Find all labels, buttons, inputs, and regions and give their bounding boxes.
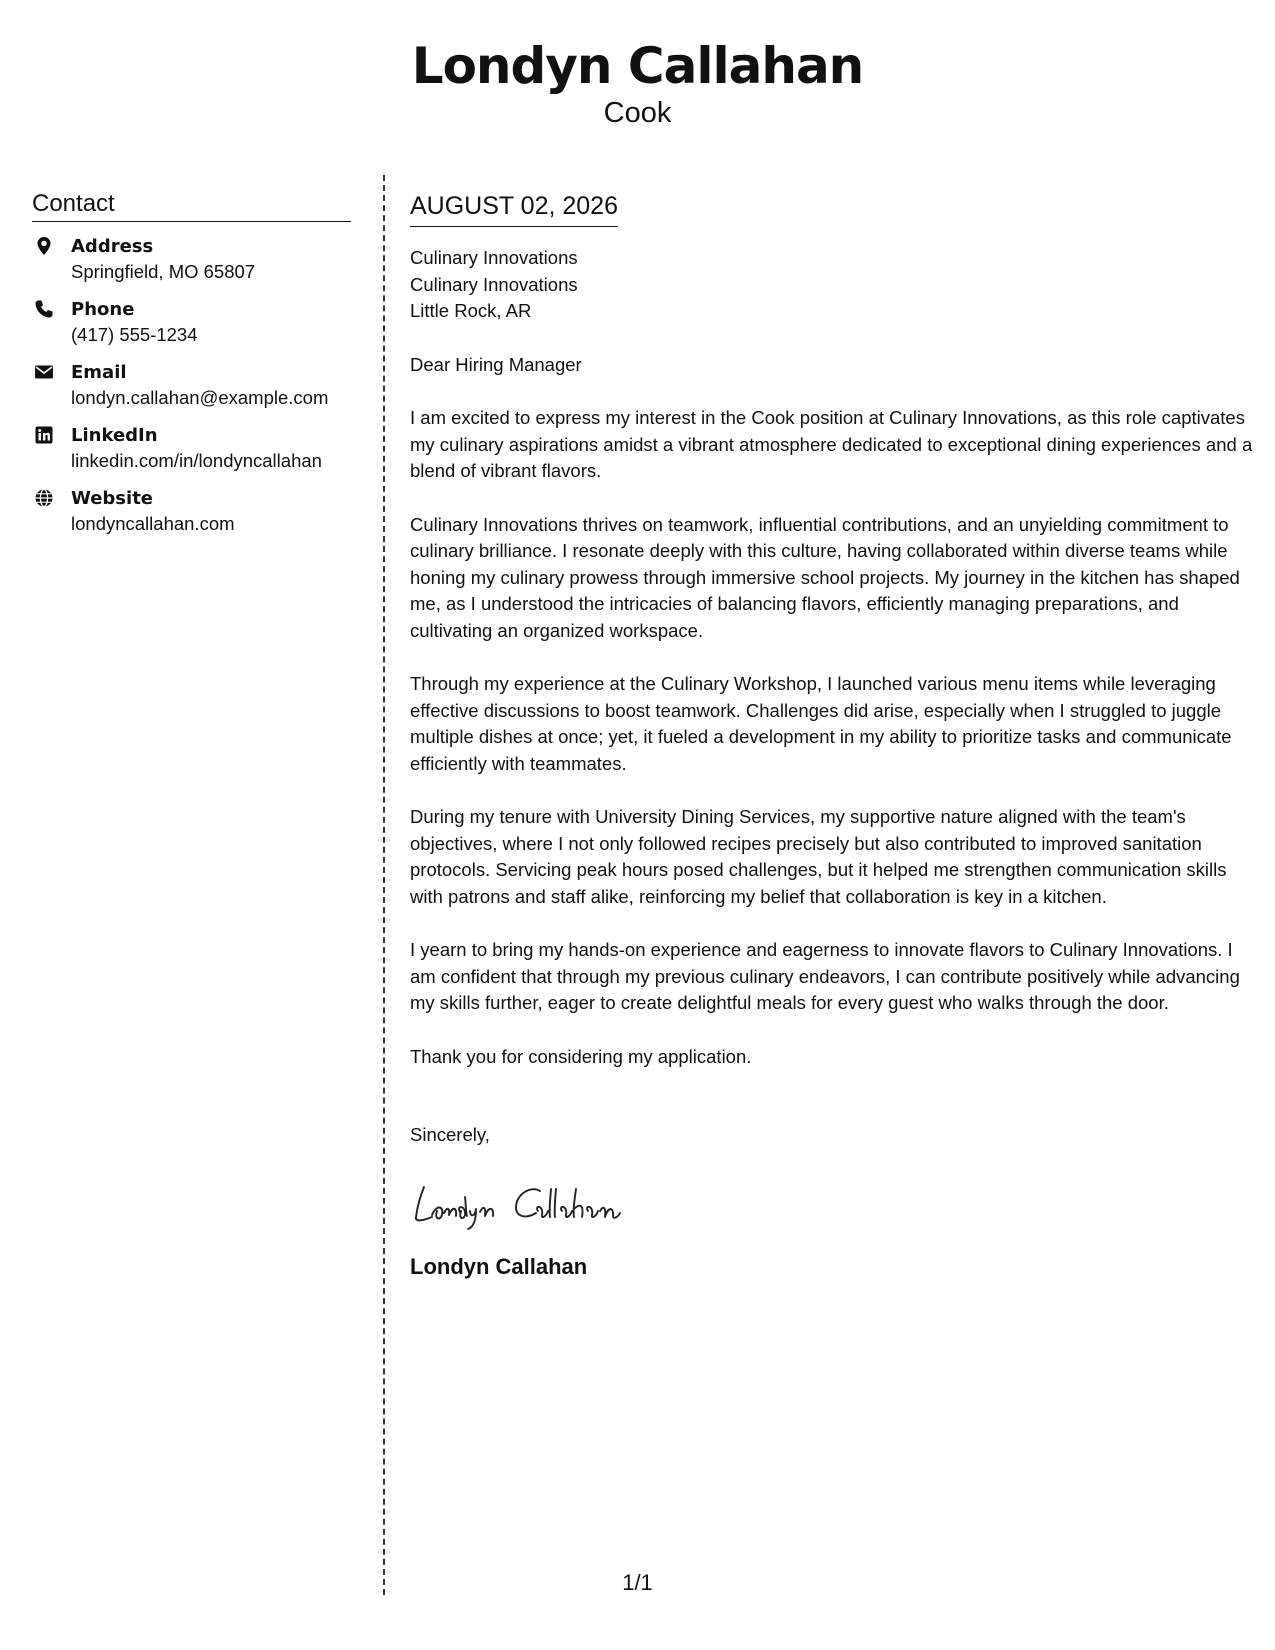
letter-paragraph: I yearn to bring my hands-on experience and eagerness to innovate flavors to Culinary Innovations. I am confident that through my previous culinary endeavors, I can contribute positively while advancing my skills further, eager to create delightful meals for every guest who walks through the door.: [410, 939, 1240, 1013]
linkedin-value: linkedin.com/in/londyncallahan: [71, 450, 322, 471]
header: [0, 36, 1275, 130]
contact-item-address: [32, 234, 351, 285]
recipient-block: [410, 245, 1255, 325]
job-title: Cook: [603, 97, 672, 129]
address-value: Springfield, MO 65807: [71, 261, 256, 282]
contact-item-phone: [32, 297, 351, 348]
contact-label: LinkedIn: [71, 425, 158, 446]
closing: Sincerely,: [410, 1124, 490, 1145]
page-number: 1/1: [622, 1570, 653, 1595]
contact-label: Phone: [71, 299, 135, 320]
website-value: londyncallahan.com: [71, 513, 235, 534]
signature-drawing: [410, 1175, 670, 1233]
envelope-icon: [34, 362, 54, 382]
contact-heading: Contact: [32, 190, 351, 222]
letter-date: AUGUST 02, 2026: [410, 190, 618, 227]
recipient-line: Little Rock, AR: [410, 300, 532, 321]
letter-paragraph: During my tenure with University Dining Services, my supportive nature aligned with the team's objectives, where I not only followed recipes precisely but also contributed to improved sanitation protocols. Servicing peak hours posed challenges, but it helped me strengthen communication skills with patrons and staff alike, reinforcing my belief that collaboration is key in a kitchen.: [410, 806, 1227, 907]
recipient-line: Culinary Innovations: [410, 273, 578, 295]
contact-item-email: [32, 360, 351, 411]
letter-paragraph: Through my experience at the Culinary Workshop, I launched various menu items while leveraging effective discussions to boost teamwork. Challenges did arise, especially when I struggled to juggle multiple dishes at once; yet, it fueled a development in my ability to prioritize tasks and communicate efficiently with teammates.: [410, 673, 1232, 774]
linkedin-icon: [34, 425, 54, 445]
signed-name: Londyn Callahan: [410, 1253, 588, 1279]
contact-label: Email: [71, 362, 127, 383]
contact-sidebar: [32, 190, 351, 549]
letter-paragraph: Culinary Innovations thrives on teamwork, influential contributions, and an unyielding commitment to culinary brilliance. I resonate deeply with this culture, having collaborated within diverse teams while honing my culinary prowess through immersive school projects. My journey in the kitchen has shaped me, as I understood the intricacies of balancing flavors, efficiently managing preparations, and cultivating an organized workspace.: [410, 513, 1240, 641]
salutation: Dear Hiring Manager: [410, 353, 582, 375]
contact-label: Address: [71, 236, 154, 257]
column-divider: [383, 175, 385, 1595]
contact-label: Website: [71, 488, 154, 509]
email-value: londyn.callahan@example.com: [71, 387, 329, 408]
handwritten-signature: [410, 1175, 1255, 1233]
letter-paragraph: I am excited to express my interest in the Cook position at Culinary Innovations, as this role captivates my culinary aspirations amidst a vibrant atmosphere dedicated to exceptional dining experiences and a blend of vibrant flavors.: [410, 407, 1253, 481]
recipient-line: Culinary Innovations: [410, 247, 578, 268]
phone-icon: [34, 299, 54, 319]
letter-body: [410, 190, 1255, 1281]
letter-paragraph: Thank you for considering my application.: [410, 1045, 752, 1067]
phone-value: (417) 555-1234: [71, 324, 198, 345]
applicant-name: Londyn Callahan: [411, 37, 864, 95]
contact-item-linkedin: [32, 423, 351, 474]
globe-icon: [34, 488, 54, 508]
map-pin-icon: [34, 236, 54, 256]
contact-item-website: [32, 486, 351, 537]
